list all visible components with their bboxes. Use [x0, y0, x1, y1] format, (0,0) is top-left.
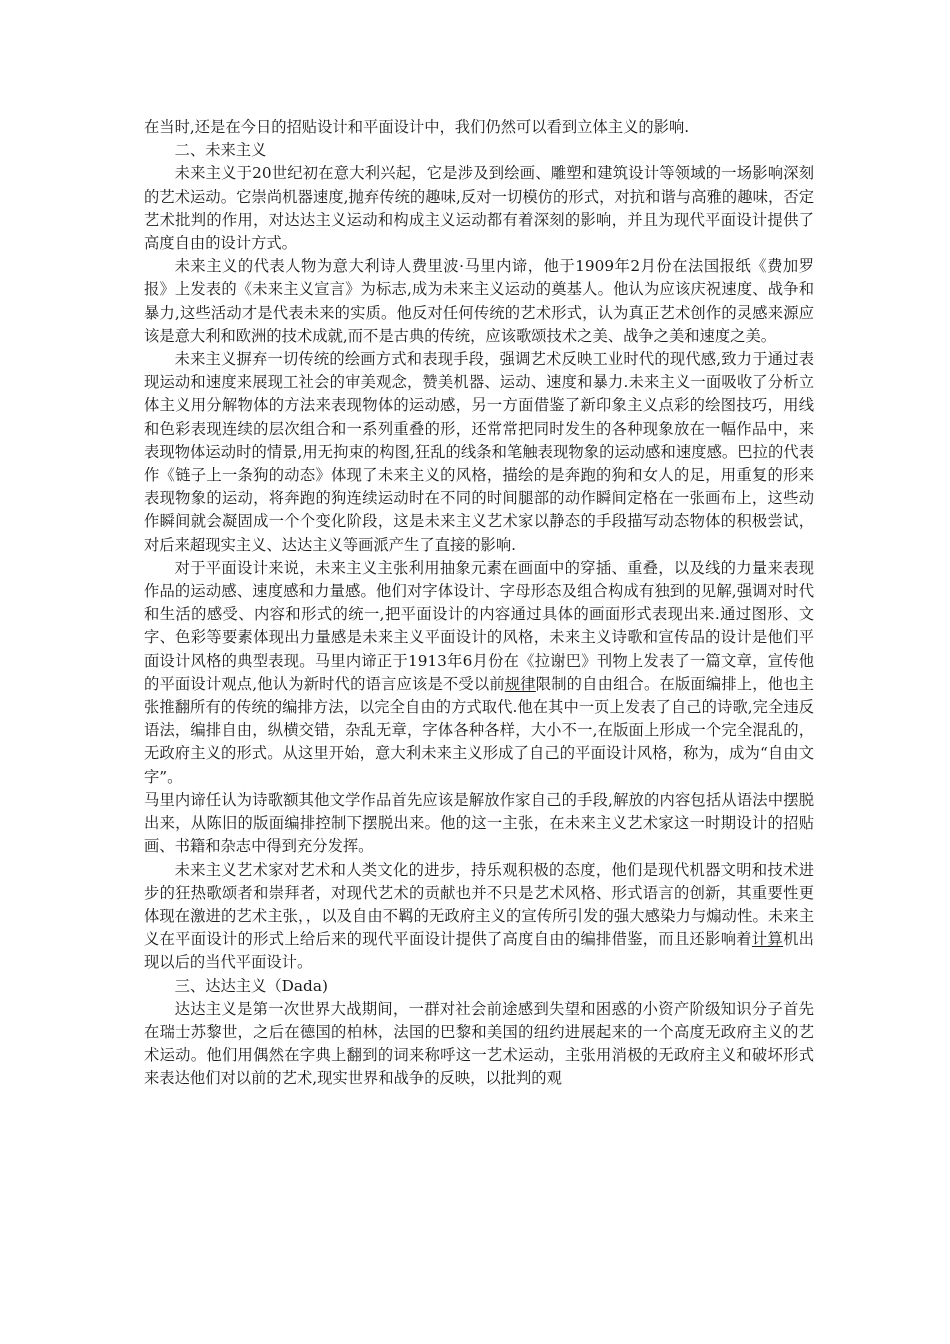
- link-jisuan[interactable]: 计算: [751, 930, 784, 949]
- paragraph-intro: 在当时,还是在今日的招贴设计和平面设计中，我们仍然可以看到立体主义的影响.: [144, 118, 690, 136]
- paragraph-marinetti-liberation: 马里内谛任认为诗歌额其他文学作品首先应该是解放作家自己的手段,解放的内容包括从语法中摆脱出来，从陈旧的版面编排控制下摆脱出来。他的这一主张，在未来主义艺术家这一时期设计的招贴画、书籍和杂志中得到充分发挥。: [144, 790, 814, 856]
- paragraph-futurism-overview: 未来主义于20世纪初在意大利兴起，它是涉及到绘画、雕塑和建筑设计等领域的一场影响深刻的艺术运动。它崇尚机器速度,抛弃传统的趣味,反对一切模仿的形式，对抗和谐与高雅的趣味，否定艺术批判的作用，对达达主义运动和构成主义运动都有着深刻的影响，并且为现代平面设计提供了高度自由的设计方式。: [144, 164, 814, 253]
- section-heading-dada: 三、达达主义（Dada): [174, 976, 328, 995]
- paragraph-futurism-painting: 未来主义摒弃一切传统的绘画方式和表现手段，强调艺术反映工业时代的现代感,致力于通过表现运动和速度来展现工社会的审美观念，赞美机器、运动、速度和暴力.未来主义一面吸收了分析立体主义用分解物体的方法来表现物体的运动感，另一方面借鉴了新印象主义点彩的绘图技巧，用线和色彩表现连续的层次组合和一系列重叠的形，还常常把同时发生的各种现象放在一幅作品中，来表现物体运动时的情景,用无拘束的构图,狂乱的线条和笔触表现物象的运动感和速度感。巴拉的代表作《链子上一条狗的动态》体现了未来主义的风格，描绘的是奔跑的狗和女人的足，用重复的形来表现物象的运动，将奔跑的狗连续运动时在不同的时间腿部的动作瞬间定格在一张画布上，这些动作瞬间就会凝固成一个个变化阶段，这是未来主义艺术家以静态的手段描写动态物体的积极尝试，对后来超现实主义、达达主义等画派产生了直接的影响.: [144, 350, 814, 554]
- paragraph-futurism-legacy: [144, 859, 814, 975]
- paragraph-text: 限制的自由组合。在版面编排上，他也主张推翻所有的传统的编排方法，以完全自由的方式取代.他在其中一页上发表了自己的诗歌,完全违反语法，编排自由，纵横交错，杂乱无章，字体各种各样，大小不一,在版面上形成一个完全混乱的，无政府主义的形式。从这里开始，意大利未来主义形成了自己的平面设计风格，称为，成为“自由文字”。: [144, 674, 814, 786]
- paragraph-futurism-marinetti: 未来主义的代表人物为意大利诗人费里波·马里内谛，他于1909年2月份在法国报纸《费加罗报》上发表的《未来主义宣言》为标志,成为未来主义运动的奠基人。他认为应该庆祝速度、战争和暴力,这些活动才是代表未来的实质。他反对任何传统的艺术形式，认为真正艺术创作的灵感来源应该是意大利和欧洲的技术成就,而不是古典的传统，应该歌颂技术之美、战争之美和速度之美。: [144, 257, 814, 345]
- document-body: [144, 116, 814, 1091]
- paragraph-text: 对于平面设计来说，未来主义主张利用抽象元素在画面中的穿插、重叠，以及线的力量来表现作品的运动感、速度感和力量感。他们对字体设计、字母形态及组合构成有独到的见解,强调对时代和生活的感受、内容和形式的统一,把平面设计的内容通过具体的画面形式表现出来.通过图形、文字、色彩等要素体现出力量感是未来主义平面设计的风格，未来主义诗歌和宣传品的设计是他们平面设计风格的典型表现。马里内谛正于1913年6月份在《拉谢巴》刊物上发表了一篇文章，宣传他的平面设计观点,他认为新时代的语言应该是不受以前: [144, 558, 814, 693]
- section-heading-futurism: 二、未来主义: [174, 141, 267, 160]
- link-guilv[interactable]: 规律: [504, 674, 536, 693]
- paragraph-dada-overview: 达达主义是第一次世界大战期间，一群对社会前途感到失望和困惑的小资产阶级知识分子首先在瑞士苏黎世，之后在德国的柏林，法国的巴黎和美国的纽约进展起来的一个高度无政府主义的艺术运动。他们用偶然在字典上翻到的词来称呼这一艺术运动，主张用消极的无政府主义和破坏形式来表达他们对以前的艺术,现实世界和战争的反映，以批判的观: [144, 999, 814, 1088]
- paragraph-text: 未来主义艺术家对艺术和人类文化的进步，持乐观积极的态度，他们是现代机器文明和技术进步的狂热歌颂者和崇拜者，对现代艺术的贡献也并不只是艺术风格、形式语言的创新，其重要性更体现在激进的艺术主张，，以及自由不羁的无政府主义的宣传所引发的强大感染力与煽动性。未来主义在平面设计的形式上给后来的现代平面设计提供了高度自由的编排借鉴，而且还影响着: [144, 860, 814, 949]
- paragraph-futurism-graphic-design: [144, 557, 814, 789]
- paragraph-text: 机出现以后的当代平面设计。: [144, 930, 814, 972]
